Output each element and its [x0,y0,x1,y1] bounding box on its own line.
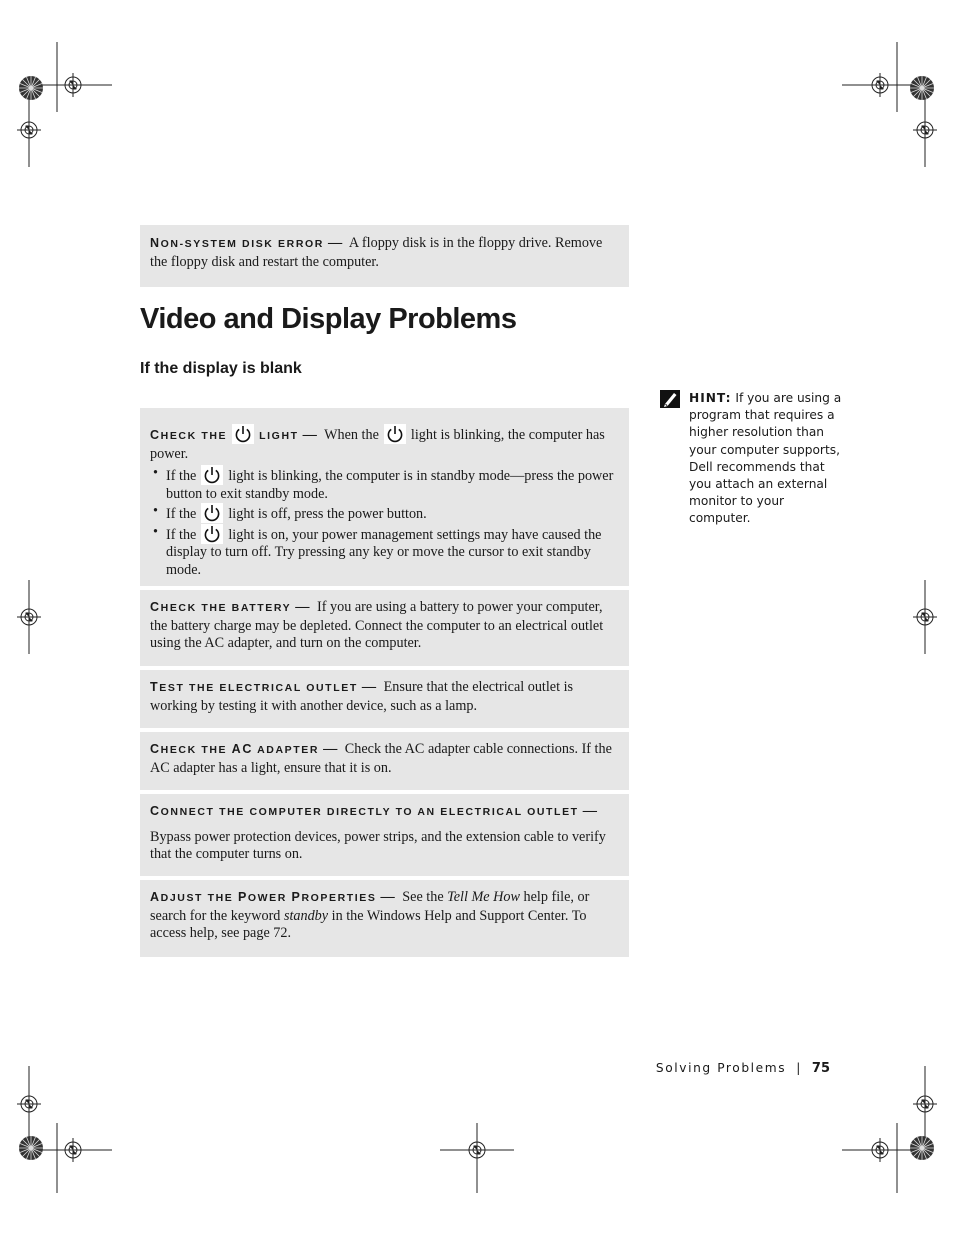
em-dash: — [302,427,317,443]
box-text: light is blinking, the computer has power. [150,427,605,462]
em-dash: — [380,889,395,905]
hint-text: If you are using a program that requires a higher resolution than your computer supports, Dell recommends that you attach an external monitor to your computer. [689,391,842,526]
subsection-title: If the display is blank [140,360,302,377]
list-item-text: If the [166,468,197,484]
list-item-text: light is off, press the power button. [228,506,427,522]
power-icon [384,424,406,444]
power-icon [232,424,254,444]
list-item-text: light is blinking, the computer is in standby mode—press the power button to exit standby mode. [166,468,614,502]
box-text: A floppy disk is in the floppy drive. Remove the floppy disk and restart the computer. [150,235,603,270]
hint-label: HINT: [689,391,732,405]
box-check-light [140,408,629,586]
box-heading: CHECK THE AC ADAPTER [150,742,320,756]
hint-note [689,390,849,528]
box-check-battery [140,590,629,666]
list-item [150,524,619,580]
pencil-note-icon [659,389,681,409]
box-connect-directly [140,794,629,876]
section-title: Video and Display Problems [140,303,517,335]
footer-section: Solving Problems [655,1061,787,1075]
em-dash: — [295,599,310,615]
box-text: When the [324,427,379,443]
help-file-name: Tell Me How [447,889,520,905]
box-text: Ensure that the electrical outlet is working by testing it with another device, such as a lamp. [150,679,574,714]
box-text: Bypass power protection devices, power strips, and the extension cable to verify that the computer turns on. [150,828,606,862]
list-item [150,465,619,503]
box-text: Check the AC adapter cable connections. If the AC adapter has a light, ensure that it is on. [150,741,612,776]
em-dash: — [323,741,338,757]
box-heading: NON-SYSTEM DISK ERROR [150,236,324,250]
box-text: help file, or search for the keyword [150,889,590,924]
box-power-properties [140,880,629,957]
power-icon [201,465,223,485]
box-heading: CHECK THE BATTERY [150,600,292,614]
em-dash: — [361,679,377,695]
box-heading: CHECK THE [150,428,228,442]
bullet-list [150,465,619,579]
box-heading: TEST THE ELECTRICAL OUTLET [150,680,358,694]
power-icon [201,524,223,544]
page-number: 75 [811,1061,830,1076]
footer-separator: | [796,1061,802,1075]
box-check-ac-adapter [140,732,629,790]
page-footer [656,1061,830,1076]
em-dash: — [582,803,597,819]
box-heading: CONNECT THE COMPUTER DIRECTLY TO AN ELECTRICAL OUTLET [150,804,579,818]
box-text: See the [402,889,448,905]
list-item-text: light is on, your power management settings may have caused the display to turn off. Try pressing any key or move the cursor to exit standby mode. [166,526,602,578]
box-heading-suffix: LIGHT [259,430,299,442]
box-text: If you are using a battery to power your computer, the battery charge may be depleted. Connect the computer to an electrical outlet using the AC adapter, and turn on the computer. [150,599,604,651]
box-heading: ADJUST THE POWER PROPERTIES [150,890,377,904]
list-item [150,503,619,524]
box-non-system-disk-error [140,225,629,287]
power-icon [201,503,223,523]
list-item-text: If the [166,506,197,522]
em-dash: — [327,235,343,251]
search-keyword: standby [283,907,329,924]
box-test-outlet [140,670,629,728]
list-item-text: If the [166,526,197,543]
box-text: in the Windows Help and Support Center. To access help, see page 72. [150,907,587,941]
